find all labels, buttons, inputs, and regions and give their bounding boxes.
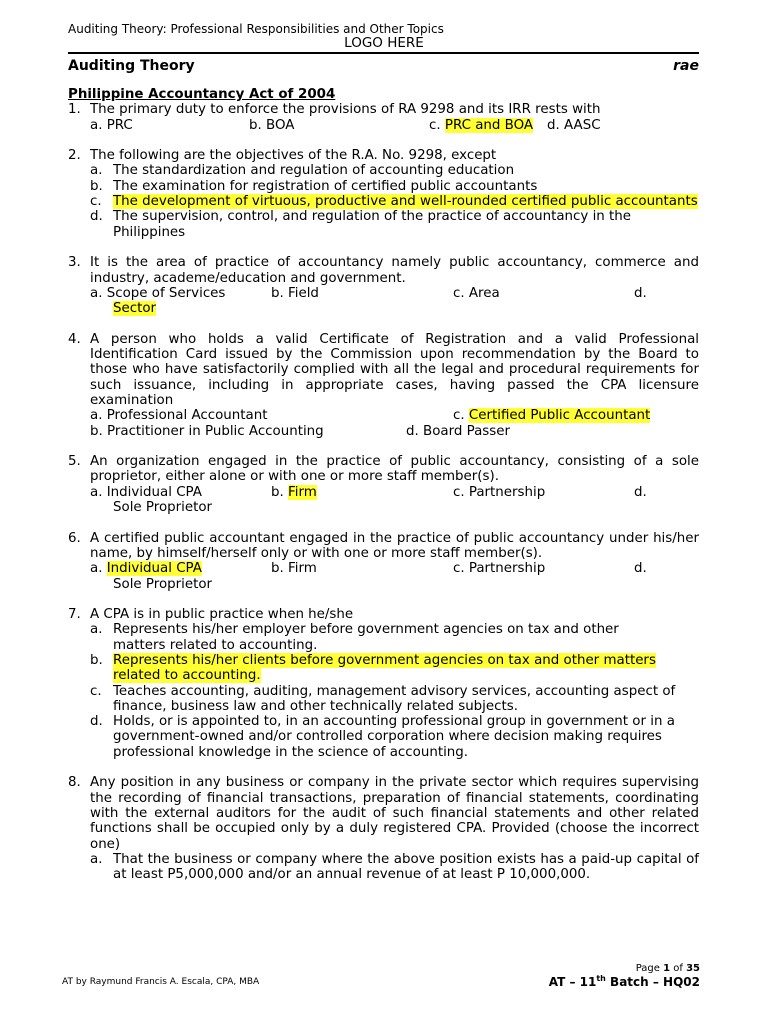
question-2 xyxy=(68,148,699,240)
question-5: 5. An organization engaged in the practice of public accountancy, consisting of a sole proprietor, either alone or with one or more staff member(s). a. Individual CPA b. Firm c. Partnership d. Sole Proprietor xyxy=(68,454,699,516)
answer-highlight: PRC and BOA xyxy=(444,117,534,133)
option-d: d. Board Passer xyxy=(406,423,510,439)
option-c: c. Area xyxy=(453,285,500,301)
subject-title: Auditing Theory xyxy=(68,58,195,74)
option-a: a. Professional Accountant xyxy=(90,408,268,424)
question-stem: The primary duty to enforce the provisions of RA 9298 and its IRR rests with xyxy=(90,102,601,118)
question-list xyxy=(68,87,699,898)
option-a: a. Individual CPA xyxy=(90,484,202,500)
footer-author: AT by Raymund Francis A. Escala, CPA, MBA xyxy=(62,977,260,987)
option-b: b. The examination for registration of certified public accountants xyxy=(90,178,538,194)
page-number: Page 1 of 35 xyxy=(635,963,700,974)
document-header-title: Auditing Theory: Professional Responsibilities and Other Topics xyxy=(68,22,444,36)
option-c: c. Partnership xyxy=(453,484,546,500)
question-number: 5. xyxy=(68,454,81,470)
question-1 xyxy=(68,102,699,133)
option-a: a. Scope of Services xyxy=(90,285,226,301)
answer-highlight: Individual CPA xyxy=(106,561,202,577)
option-c: c. Teaches accounting, auditing, management advisory services, accounting aspect of finance, business law and other technically related subjects. xyxy=(90,683,676,714)
question-stem: An organization engaged in the practice of public accountancy, consisting of a sole proprietor, either alone or with one or more staff member(s). xyxy=(90,454,699,485)
option-a: a. That the business or company where the above position exists has a paid-up capital of at least P5,000,000 and/or an annual revenue of at least P 10,000,000. xyxy=(90,851,699,883)
subject-header xyxy=(68,52,699,74)
option-c: c. Partnership xyxy=(453,561,546,577)
question-number: 6. xyxy=(68,530,81,546)
answer-highlight: Represents his/her clients before government agencies on tax and other matters related to accounting. xyxy=(113,652,656,684)
option-b: b. Firm xyxy=(271,561,317,577)
option-b: b. Practitioner in Public Accounting xyxy=(90,423,324,439)
question-stem: The following are the objectives of the R.A. No. 9298, except xyxy=(90,148,497,164)
question-number: 4. xyxy=(68,331,81,347)
question-stem: A person who holds a valid Certificate of Registration and a valid Professional Identification Card issued by the Commission upon recommendation by the Board to those who have satisfactorily complied with all the legal and procedural requirements for such issuance, including in appropriate cases, having passed the CPA licensure examination xyxy=(90,331,699,408)
answer-highlight: Certified Public Accountant xyxy=(468,408,651,424)
option-b: b. Firm xyxy=(271,484,317,500)
question-number: 3. xyxy=(68,255,81,271)
option-c: c. Certified Public Accountant xyxy=(453,408,651,424)
question-number: 2. xyxy=(68,148,81,164)
option-a: a. The standardization and regulation of accounting education xyxy=(90,163,515,179)
option-d: d. AASC xyxy=(547,117,601,133)
option-b: b. BOA xyxy=(249,117,295,133)
question-number: 7. xyxy=(68,607,81,623)
question-stem: It is the area of practice of accountancy namely public accountancy, commerce and industry, academe/education and government. xyxy=(90,255,699,286)
option-a: a. Represents his/her employer before government agencies on tax and other matters related to accounting. xyxy=(90,622,619,653)
question-6: 6. A certified public accountant engaged in the practice of public accountancy under his/her name, by himself/herself only or with one or more staff member(s). a. Individual CPA b. Firm c. Partnership d. Sole Proprietor xyxy=(68,530,699,592)
section-title: Philippine Accountancy Act of 2004 xyxy=(68,87,336,102)
question-stem: A CPA is in public practice when he/she xyxy=(90,607,354,623)
author-initials: rae xyxy=(673,58,699,74)
question-3 xyxy=(68,255,699,316)
option-b: b. Field xyxy=(271,285,319,301)
question-number: 8. xyxy=(68,775,81,791)
question-4 xyxy=(68,332,699,439)
question-stem: A certified public accountant engaged in the practice of public accountancy under his/her name, by himself/herself only or with one or more staff member(s). xyxy=(90,530,699,561)
answer-highlight: Sector xyxy=(113,301,157,317)
answer-highlight: Firm xyxy=(288,484,317,500)
question-stem: Any position in any business or company in the private sector which requires supervising the recording of financial transactions, preparation of financial statements, coordinating with the external auditors for the audit of such financial statements and other related functions shall be occupied only by a duly registered CPA. Provided (choose the incorrect one) xyxy=(90,775,699,852)
question-8 xyxy=(68,775,699,882)
option-c: c. The development of virtuous, productive and well-rounded certified public accountants xyxy=(90,194,698,210)
answer-highlight: The development of virtuous, productive and well-rounded certified public accountants xyxy=(113,194,698,210)
option-d: d. xyxy=(634,484,647,500)
option-d: d. The supervision, control, and regulation of the practice of accountancy in the Philippines xyxy=(90,209,632,240)
question-7 xyxy=(68,607,699,760)
option-c: c. PRC and BOA xyxy=(429,117,534,133)
option-a: a. Individual CPA xyxy=(90,561,202,577)
option-d: d. Holds, or is appointed to, in an accounting professional group in government or in a government-owned and/or controlled corporation where decision making requires professional knowledge in the science of accounting. xyxy=(90,714,675,760)
logo-placeholder: LOGO HERE xyxy=(344,35,424,51)
footer-batch: AT – 11th Batch – HQ02 xyxy=(548,974,700,989)
question-number: 1. xyxy=(68,102,81,118)
option-d: d. xyxy=(634,285,647,301)
option-d: d. xyxy=(634,561,647,577)
option-b: b. Represents his/her clients before government agencies on tax and other matters related to accounting. xyxy=(90,652,656,684)
option-a: a. PRC xyxy=(90,117,133,133)
